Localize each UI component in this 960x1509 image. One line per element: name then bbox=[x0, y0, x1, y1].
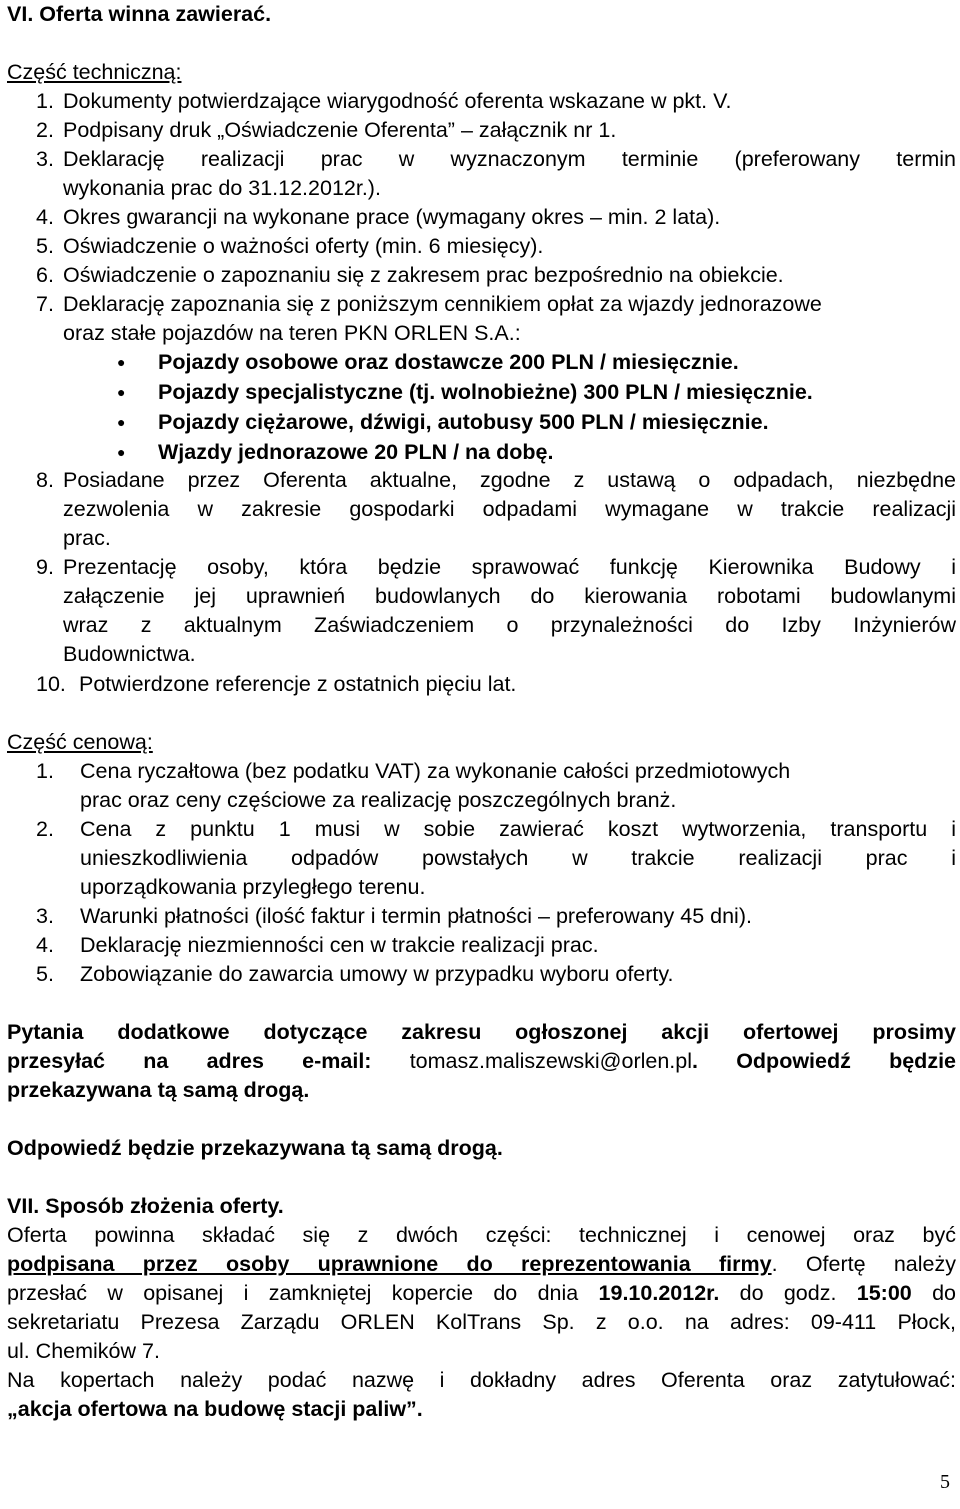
questions-line-2-post: . Odpowiedź będzie bbox=[692, 1049, 956, 1073]
bullet-icon: ● bbox=[117, 384, 126, 400]
price-item-1-number: 1. bbox=[36, 759, 54, 783]
tech-item-9-number: 9. bbox=[36, 555, 54, 579]
submission-line-1: Oferta powinna składać się z dwóch części: technicznej i cenowej oraz być bbox=[7, 1223, 956, 1247]
bullet-icon: ● bbox=[117, 414, 126, 430]
tech-item-1-text: Dokumenty potwierdzające wiarygodność oferenta wskazane w pkt. V. bbox=[63, 89, 732, 113]
price-item-4-text: Deklarację niezmienności cen w trakcie realizacji prac. bbox=[80, 933, 599, 957]
tech-item-9-line-3: wraz z aktualnym Zaświadczeniem o przynależności do Izby Inżynierów bbox=[63, 613, 956, 637]
tech-item-8-number: 8. bbox=[36, 468, 54, 492]
submission-line-2-rest: . Ofertę należy bbox=[771, 1252, 956, 1276]
fee-bullet-4: Wjazdy jednorazowe 20 PLN / na dobę. bbox=[158, 440, 554, 464]
price-item-5-text: Zobowiązanie do zawarcia umowy w przypadku wyboru oferty. bbox=[80, 962, 674, 986]
tech-item-4-text: Okres gwarancji na wykonane prace (wymagany okres – min. 2 lata). bbox=[63, 205, 721, 229]
fee-bullet-3: Pojazdy ciężarowe, dźwigi, autobusy 500 PLN / miesięcznie. bbox=[158, 410, 769, 434]
tech-item-9-line-4: Budownictwa. bbox=[63, 642, 196, 666]
price-item-2-line-3: uporządkowania przyległego terenu. bbox=[80, 875, 426, 899]
submission-line-4: sekretariatu Prezesa Zarządu ORLEN KolTrans Sp. z o.o. na adres: 09-411 Płock, bbox=[7, 1310, 956, 1334]
questions-line-3: przekazywana tą samą drogą. bbox=[7, 1078, 310, 1102]
fee-bullet-1: Pojazdy osobowe oraz dostawcze 200 PLN / miesięcznie. bbox=[158, 350, 739, 374]
price-item-3-text: Warunki płatności (ilość faktur i termin płatności – preferowany 45 dni). bbox=[80, 904, 752, 928]
authorized-signature-requirement: podpisana przez osoby uprawnione do reprezentowania firmy bbox=[7, 1252, 772, 1276]
tech-item-10-number: 10. bbox=[36, 672, 66, 696]
tech-item-9-line-2: załączenie jej uprawnień budowlanych do kierowania robotami budowlanymi bbox=[63, 584, 956, 608]
submission-line-3-c: do bbox=[911, 1281, 956, 1305]
tech-item-2-text: Podpisany druk „Oświadczenie Oferenta” – załącznik nr 1. bbox=[63, 118, 617, 142]
price-part-label: Część cenową: bbox=[7, 730, 153, 754]
section-7-title: VII. Sposób złożenia oferty. bbox=[7, 1194, 284, 1218]
price-item-1-line-1: Cena ryczałtowa (bez podatku VAT) za wykonanie całości przedmiotowych bbox=[80, 759, 791, 783]
tech-item-3-number: 3. bbox=[36, 147, 54, 171]
page-number: 5 bbox=[940, 1471, 950, 1493]
deadline-time: 15:00 bbox=[856, 1281, 912, 1305]
fee-bullet-2: Pojazdy specjalistyczne (tj. wolnobieżne) 300 PLN / miesięcznie. bbox=[158, 380, 813, 404]
submission-line-2 bbox=[7, 1250, 956, 1279]
envelope-title: „akcja ofertowa na budowę stacji paliw”. bbox=[7, 1397, 423, 1421]
tech-item-7-number: 7. bbox=[36, 292, 54, 316]
tech-item-3-line-1: Deklarację realizacji prac w wyznaczonym terminie (preferowany termin bbox=[63, 147, 956, 171]
questions-line-2 bbox=[7, 1047, 956, 1076]
section-6-title: VI. Oferta winna zawierać. bbox=[7, 2, 272, 26]
tech-item-8-line-2: zezwolenia w zakresie gospodarki odpadami wymagane w trakcie realizacji bbox=[63, 497, 956, 521]
tech-item-4-number: 4. bbox=[36, 205, 54, 229]
tech-item-7-line-1: Deklarację zapoznania się z poniższym cennikiem opłat za wjazdy jednorazowe bbox=[63, 292, 822, 316]
tech-item-5-text: Oświadczenie o ważności oferty (min. 6 miesięcy). bbox=[63, 234, 544, 258]
tech-item-9-line-1: Prezentację osoby, która będzie sprawować funkcję Kierownika Budowy i bbox=[63, 555, 956, 579]
submission-line-3-a: przesłać w opisanej i zamkniętej kopercie do dnia bbox=[7, 1281, 599, 1305]
tech-item-3-line-2: wykonania prac do 31.12.2012r.). bbox=[63, 176, 381, 200]
bullet-icon: ● bbox=[117, 444, 126, 460]
submission-line-6: Na kopertach należy podać nazwę i dokładny adres Oferenta oraz zatytułować: bbox=[7, 1368, 956, 1392]
tech-item-5-number: 5. bbox=[36, 234, 54, 258]
bullet-icon: ● bbox=[117, 354, 126, 370]
price-item-1-line-2: prac oraz ceny częściowe za realizację poszczególnych branż. bbox=[80, 788, 677, 812]
tech-item-8-line-3: prac. bbox=[63, 526, 111, 550]
tech-item-10-text: Potwierdzone referencje z ostatnich pięciu lat. bbox=[79, 672, 517, 696]
tech-item-7-line-2: oraz stałe pojazdów na teren PKN ORLEN S.A.: bbox=[63, 321, 521, 345]
questions-line-2-pre: przesyłać na adres e-mail: bbox=[7, 1049, 410, 1073]
questions-line-1: Pytania dodatkowe dotyczące zakresu ogłoszonej akcji ofertowej prosimy bbox=[7, 1020, 956, 1044]
tech-item-6-number: 6. bbox=[36, 263, 54, 287]
tech-item-1-number: 1. bbox=[36, 89, 54, 113]
technical-part-label: Część techniczną: bbox=[7, 60, 182, 84]
deadline-date: 19.10.2012r. bbox=[598, 1281, 720, 1305]
answer-repeat-note: Odpowiedź będzie przekazywana tą samą drogą. bbox=[7, 1136, 503, 1160]
submission-line-3-b: do godz. bbox=[719, 1281, 857, 1305]
tech-item-2-number: 2. bbox=[36, 118, 54, 142]
price-item-2-number: 2. bbox=[36, 817, 54, 841]
price-item-4-number: 4. bbox=[36, 933, 54, 957]
price-item-3-number: 3. bbox=[36, 904, 54, 928]
contact-email[interactable]: tomasz.maliszewski@orlen.pl bbox=[409, 1049, 692, 1073]
price-item-2-line-1: Cena z punktu 1 musi w sobie zawierać koszt wytworzenia, transportu i bbox=[80, 817, 956, 841]
submission-line-3 bbox=[7, 1279, 956, 1308]
tech-item-8-line-1: Posiadane przez Oferenta aktualne, zgodne z ustawą o odpadach, niezbędne bbox=[63, 468, 956, 492]
price-item-5-number: 5. bbox=[36, 962, 54, 986]
submission-line-5: ul. Chemików 7. bbox=[7, 1339, 160, 1363]
tech-item-6-text: Oświadczenie o zapoznaniu się z zakresem prac bezpośrednio na obiekcie. bbox=[63, 263, 784, 287]
price-item-2-line-2: unieszkodliwienia odpadów powstałych w trakcie realizacji prac i bbox=[80, 846, 956, 870]
